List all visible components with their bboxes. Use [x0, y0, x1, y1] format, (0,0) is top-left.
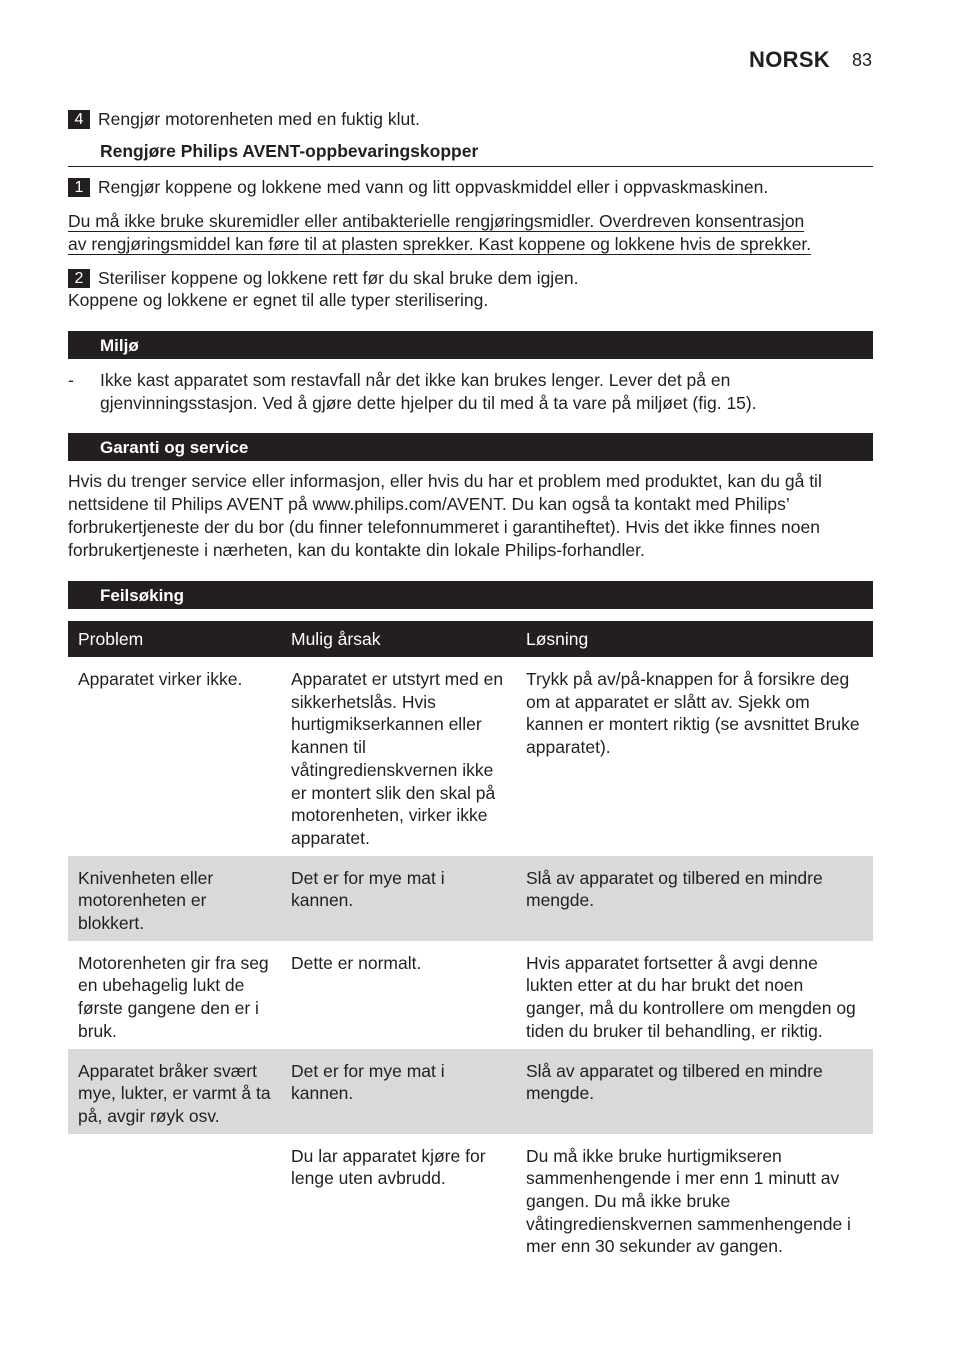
problem-cell: Knivenheten eller motorenheten er blokkert.	[68, 856, 281, 941]
troubleshooting-table	[68, 621, 873, 1264]
cause-cell: Du lar apparatet kjøre for lenge uten avbrudd.	[291, 1145, 486, 1189]
warning-line-2: av rengjøringsmiddel kan føre til at plasten sprekker. Kast koppene og lokkene hvis de sprekker.	[68, 234, 812, 254]
language-label: NORSK	[749, 47, 830, 72]
solution-cell: Du må ikke bruke hurtigmikseren sammenhengende i mer enn 1 minutt av gangen. Du må ikke bruke våtingredienskvernen sammenhengende i mer enn 30 sekunder av gangen.	[526, 1145, 851, 1257]
problem-cell	[68, 1134, 281, 1265]
step-text: Rengjør motorenheten med en fuktig klut.	[98, 109, 420, 129]
step-text: Steriliser koppene og lokkene rett før du skal bruke dem igjen.	[98, 268, 579, 288]
guarantee-text	[68, 470, 873, 562]
cause-cell: Dette er normalt.	[291, 952, 422, 973]
environment-text: Ikke kast apparatet som restavfall når det ikke kan brukes lenger. Lever det på en gjenvinningsstasjon. Ved å gjøre dette hjelper du til med å ta vare på miljøet (fig. 15).	[100, 370, 757, 413]
step-number: 1	[68, 178, 90, 197]
problem-cell: Motorenheten gir fra seg en ubehagelig lukt de første gangene den er i bruk.	[78, 952, 269, 1041]
solution-cell: Trykk på av/på-knappen for å forsikre deg om at apparatet er slått av. Sjekk om kannen er montert riktig (se avsnittet Bruke apparatet).	[526, 669, 860, 758]
sterilise-note: Koppene og lokkene er egnet til alle typer sterilisering.	[68, 290, 489, 310]
table-row	[68, 1134, 873, 1265]
step-number: 2	[68, 269, 90, 288]
warning-note	[68, 210, 878, 256]
table-row	[68, 941, 873, 1049]
table-row	[68, 1049, 873, 1134]
table-row	[68, 856, 873, 941]
cups-step-1	[68, 176, 888, 198]
problem-cell: Apparatet bråker svært mye, lukter, er varmt å ta på, avgir røyk osv.	[68, 1049, 281, 1134]
column-header-cause: Mulig årsak	[281, 621, 516, 657]
cups-cleaning-heading: Rengjøre Philips AVENT-oppbevaringskopper	[100, 141, 479, 161]
guarantee-text-end: . Du kan også ta kontakt med Philips’ forbrukertjeneste der du bor (du finner telefonnummeret i garantiheftet). Hvis det ikke finnes noen forbrukertjeneste i nærheten, kan du kontakte din lokale Philips-forhandler.	[68, 494, 820, 560]
step-text: Rengjør koppene og lokkene med vann og litt oppvaskmiddel eller i oppvaskmaskinen.	[98, 177, 769, 197]
cause-cell: Det er for mye mat i kannen.	[281, 1049, 516, 1134]
step-number: 4	[68, 110, 90, 129]
guarantee-text-start: Hvis du trenger service eller informasjon, eller hvis du har et problem med produktet, kan du gå til nettsidene til Philips AVENT på	[68, 471, 822, 514]
heading-rule	[68, 166, 873, 167]
philips-website-link[interactable]: www.philips.com/AVENT	[312, 494, 502, 514]
cups-step-2	[68, 267, 888, 289]
column-header-problem: Problem	[68, 621, 281, 657]
problem-cell: Apparatet virker ikke.	[78, 669, 243, 689]
environment-heading: Miljø	[68, 331, 873, 359]
troubleshooting-heading: Feilsøking	[68, 581, 873, 609]
cause-cell: Apparatet er utstyrt med en sikkerhetslås. Hvis hurtigmikserkannen eller kannen til våtingredienskvernen ikke er montert slik den skal på motorenheten, virker ikke apparatet.	[291, 669, 504, 848]
solution-cell: Slå av apparatet og tilbered en mindre mengde.	[516, 1049, 873, 1134]
guarantee-heading: Garanti og service	[68, 433, 873, 461]
warning-line-1: Du må ikke bruke skuremidler eller antibakterielle rengjøringsmidler. Overdreven konsentrasjon	[68, 211, 805, 231]
bullet-dash: -	[68, 370, 74, 390]
table-header-row	[68, 621, 873, 657]
step-4	[68, 108, 888, 130]
solution-cell: Slå av apparatet og tilbered en mindre mengde.	[516, 856, 873, 941]
solution-cell: Hvis apparatet fortsetter å avgi denne lukten etter at du har brukt det noen ganger, må du kontrollere om mengden og tiden du bruker til behandling, er riktig.	[526, 952, 856, 1041]
page-number: 83	[851, 50, 872, 70]
cause-cell: Det er for mye mat i kannen.	[281, 856, 516, 941]
column-header-solution: Løsning	[516, 621, 873, 657]
table-row	[68, 657, 873, 856]
